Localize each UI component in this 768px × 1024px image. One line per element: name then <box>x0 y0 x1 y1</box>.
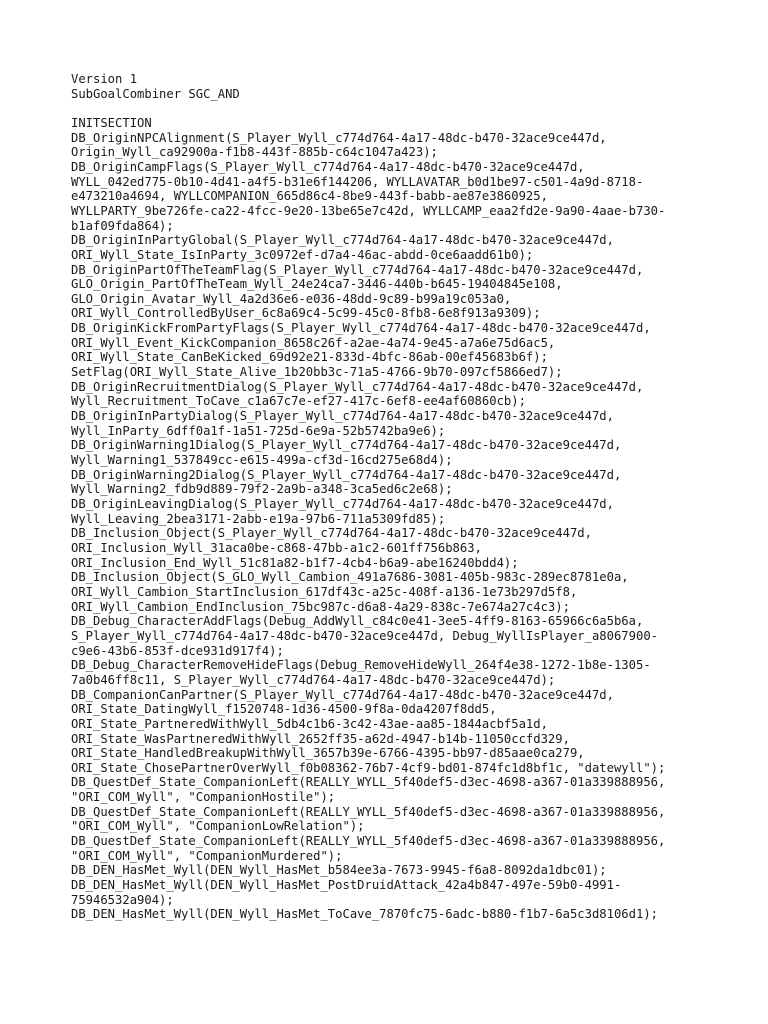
document-line: Wyll_Leaving_2bea3171-2abb-e19a-97b6-711a5309fd85); <box>71 511 446 526</box>
document-line: INITSECTION <box>71 115 152 130</box>
document-line: Wyll_InParty_6dff0a1f-1a51-725d-6e9a-52b5742ba9e6); <box>71 423 446 438</box>
document-line: WYLLPARTY_9be726fe-ca22-4fcc-9e20-13be65e7c42d, WYLLCAMP_eaa2fd2e-9a90-4aae-b730- <box>71 203 666 218</box>
document-line: ORI_Wyll_Cambion_EndInclusion_75bc987c-d6a8-4a29-838c-7e674a27c4c3); <box>71 599 570 614</box>
document-line: DB_DEN_HasMet_Wyll(DEN_Wyll_HasMet_PostDruidAttack_42a4b847-497e-59b0-4991- <box>71 878 622 893</box>
document-line: ORI_State_HandledBreakupWithWyll_3657b39e-6766-4395-bb97-d85aae0ca279, <box>71 746 585 761</box>
document-line: ORI_Wyll_ControlledByUser_6c8a69c4-5c99-45c0-8fb8-6e8f913a9309); <box>71 306 541 321</box>
document-line: DB_OriginWarning2Dialog(S_Player_Wyll_c774d764-4a17-48dc-b470-32ace9ce447d, <box>71 467 622 482</box>
document-line: DB_OriginWarning1Dialog(S_Player_Wyll_c774d764-4a17-48dc-b470-32ace9ce447d, <box>71 438 622 453</box>
document-line: ORI_Inclusion_Wyll_31aca0be-c868-47bb-a1c2-601ff756b863, <box>71 540 482 555</box>
document-line: Wyll_Warning1_537849cc-e615-499a-cf3d-16cd275e68d4); <box>71 453 453 468</box>
document-line: DB_Debug_CharacterAddFlags(Debug_AddWyll_c84c0e41-3ee5-4ff9-8163-65966c6a5b6a, <box>71 614 644 629</box>
document-line: e473210a4694, WYLLCOMPANION_665d86c4-8be9-443f-babb-ae87e3860925, <box>71 189 548 204</box>
document-line: DB_OriginCampFlags(S_Player_Wyll_c774d764-4a17-48dc-b470-32ace9ce447d, <box>71 159 585 174</box>
document-line: DB_Inclusion_Object(S_GLO_Wyll_Cambion_491a7686-3081-405b-983c-289ec8781e0a, <box>71 570 629 585</box>
document-line: ORI_Wyll_State_CanBeKicked_69d92e21-833d-4bfc-86ab-00ef45683b6f); <box>71 350 548 365</box>
document-line: 75946532a904); <box>71 892 174 907</box>
document-line <box>71 101 751 116</box>
document-line: DB_QuestDef_State_CompanionLeft(REALLY_WYLL_5f40def5-d3ec-4698-a367-01a339888956, <box>71 834 666 849</box>
document-line: b1af09fda864); <box>71 218 174 233</box>
document-line: "ORI_COM_Wyll", "CompanionMurdered"); <box>71 848 343 863</box>
document-line: DB_DEN_HasMet_Wyll(DEN_Wyll_HasMet_ToCave_7870fc75-6adc-b880-f1b7-6a5c3d8106d1); <box>71 907 658 922</box>
script-document <box>71 72 751 922</box>
document-line: DB_QuestDef_State_CompanionLeft(REALLY_WYLL_5f40def5-d3ec-4698-a367-01a339888956, <box>71 775 666 790</box>
document-line: Version 1 <box>71 72 138 86</box>
document-line: DB_Inclusion_Object(S_Player_Wyll_c774d764-4a17-48dc-b470-32ace9ce447d, <box>71 526 592 541</box>
document-line: GLO_Origin_Avatar_Wyll_4a2d36e6-e036-48dd-9c89-b99a19c053a0, <box>71 291 512 306</box>
document-line: DB_OriginRecruitmentDialog(S_Player_Wyll_c774d764-4a17-48dc-b470-32ace9ce447d, <box>71 379 644 394</box>
document-line: ORI_Wyll_State_IsInParty_3c0972ef-d7a4-46ac-abdd-0ce6aadd61b0); <box>71 247 534 262</box>
document-line: ORI_State_PartneredWithWyll_5db4c1b6-3c42-43ae-aa85-1844acbf5a1d, <box>71 716 548 731</box>
document-line: ORI_Inclusion_End_Wyll_51c81a82-b1f7-4cb4-b6a9-abe16240bdd4); <box>71 555 519 570</box>
document-line: DB_OriginNPCAlignment(S_Player_Wyll_c774d764-4a17-48dc-b470-32ace9ce447d, <box>71 130 607 145</box>
document-line: ORI_State_DatingWyll_f1520748-1d36-4500-9f8a-0da4207f8dd5, <box>71 702 497 717</box>
document-line: c9e6-43b6-853f-dce931d917f4); <box>71 643 284 658</box>
document-line: DB_OriginKickFromPartyFlags(S_Player_Wyll_c774d764-4a17-48dc-b470-32ace9ce447d, <box>71 321 651 336</box>
document-line: ORI_State_WasPartneredWithWyll_2652ff35-a62d-4947-b14b-11050ccfd329, <box>71 731 570 746</box>
document-line: "ORI_COM_Wyll", "CompanionHostile"); <box>71 790 336 805</box>
document-line: Wyll_Warning2_fdb9d889-79f2-2a9b-a348-3ca5ed6c2e68); <box>71 482 453 497</box>
document-line: DB_OriginInPartyGlobal(S_Player_Wyll_c774d764-4a17-48dc-b470-32ace9ce447d, <box>71 233 614 248</box>
document-line: SubGoalCombiner SGC_AND <box>71 86 240 101</box>
document-line: DB_OriginLeavingDialog(S_Player_Wyll_c774d764-4a17-48dc-b470-32ace9ce447d, <box>71 497 614 512</box>
document-line: ORI_Wyll_Event_KickCompanion_8658c26f-a2ae-4a74-9e45-a7a6e75d6ac5, <box>71 335 556 350</box>
document-line: S_Player_Wyll_c774d764-4a17-48dc-b470-32ace9ce447d, Debug_WyllIsPlayer_a8067900- <box>71 628 658 643</box>
document-line: ORI_State_ChosePartnerOverWyll_f0b08362-76b7-4cf9-bd01-874fc1d8bf1c, "datewyll"); <box>71 760 666 775</box>
document-line: GLO_Origin_PartOfTheTeam_Wyll_24e24ca7-3446-440b-b645-19404845e108, <box>71 277 563 292</box>
document-line: Wyll_Recruitment_ToCave_c1a67c7e-ef27-417c-6ef8-ee4af60860cb); <box>71 394 526 409</box>
document-line: Origin_Wyll_ca92900a-f1b8-443f-885b-c64c1047a423); <box>71 145 438 160</box>
document-line: DB_QuestDef_State_CompanionLeft(REALLY_WYLL_5f40def5-d3ec-4698-a367-01a339888956, <box>71 804 666 819</box>
document-line: DB_CompanionCanPartner(S_Player_Wyll_c774d764-4a17-48dc-b470-32ace9ce447d, <box>71 687 614 702</box>
document-line: DB_DEN_HasMet_Wyll(DEN_Wyll_HasMet_b584ee3a-7673-9945-f6a8-8092da1dbc01); <box>71 863 607 878</box>
document-line: "ORI_COM_Wyll", "CompanionLowRelation"); <box>71 819 365 834</box>
document-line: SetFlag(ORI_Wyll_State_Alive_1b20bb3c-71a5-4766-9b70-097cf5866ed7); <box>71 365 563 380</box>
document-line: WYLL_042ed775-0b10-4d41-a4f5-b31e6f144206, WYLLAVATAR_b0d1be97-c501-4a9d-8718- <box>71 174 644 189</box>
document-line: ORI_Wyll_Cambion_StartInclusion_617df43c-a25c-408f-a136-1e73b297d5f8, <box>71 584 578 599</box>
document-line: DB_Debug_CharacterRemoveHideFlags(Debug_RemoveHideWyll_264f4e38-1272-1b8e-1305- <box>71 658 651 673</box>
document-line: DB_OriginInPartyDialog(S_Player_Wyll_c774d764-4a17-48dc-b470-32ace9ce447d, <box>71 409 614 424</box>
document-line: 7a0b46ff8c11, S_Player_Wyll_c774d764-4a17-48dc-b470-32ace9ce447d); <box>71 672 556 687</box>
document-line: DB_OriginPartOfTheTeamFlag(S_Player_Wyll_c774d764-4a17-48dc-b470-32ace9ce447d, <box>71 262 644 277</box>
